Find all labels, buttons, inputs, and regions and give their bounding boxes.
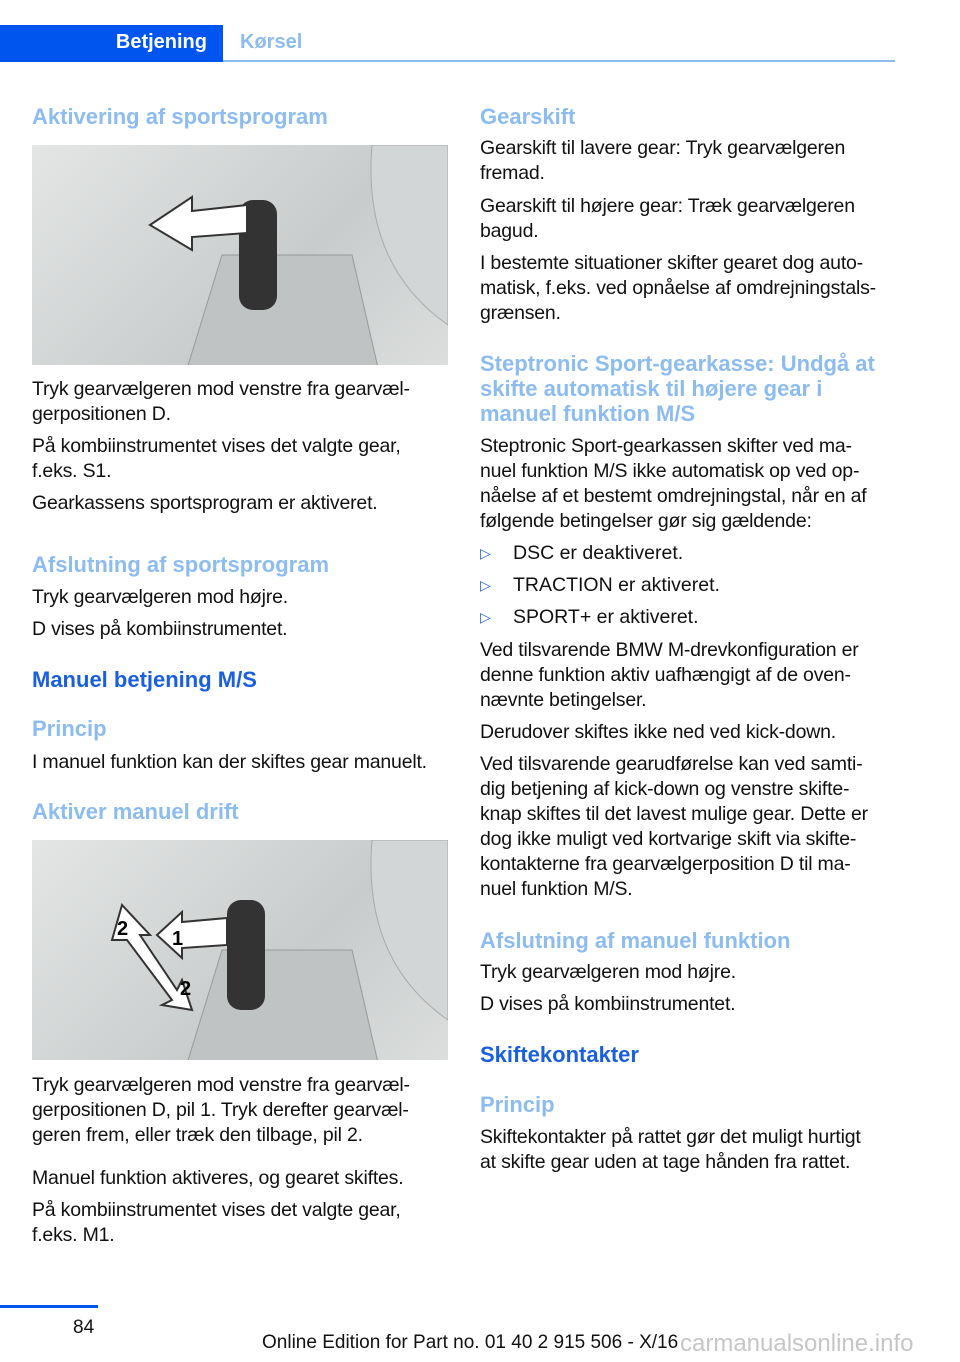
tab-korsel[interactable]: Kørsel (240, 31, 303, 53)
arrow-label: 1 (172, 928, 184, 950)
tab-betjening[interactable]: Betjening (0, 25, 223, 62)
page-number: 84 (73, 1317, 95, 1338)
gear-lever-illustration (32, 840, 448, 1060)
paragraph: Tryk gearvælgeren mod venstre fra gearvæl- gerpositionen D, pil 1. Tryk derefter gearvæl- geren frem, eller træk den tilbage, pil 2. (32, 1074, 410, 1146)
paragraph: Tryk gearvælgeren mod højre. (480, 961, 736, 983)
gear-selector-image-manual (32, 840, 448, 1060)
arrow-label: 2 (117, 918, 129, 940)
paragraph: Tryk gearvælgeren mod venstre fra gearvæl- gerpositionen D. (32, 378, 410, 425)
paragraph: På kombiinstrumentet vises det valgte gear, f.eks. S1. (32, 435, 401, 482)
heading-princip-2: Princip (480, 1092, 555, 1117)
arrow-label: 2 (180, 978, 192, 1000)
heading-skiftekontakter: Skiftekontakter (480, 1042, 639, 1067)
heading-princip: Princip (32, 716, 107, 741)
heading-afslutning-sport: Afslutning af sportsprogram (32, 552, 330, 577)
triangle-bullet-icon: ▷ (480, 577, 491, 593)
paragraph: Ved tilsvarende gearudførelse kan ved samti- dig betjening af kick-down og venstre skifte- knap skiftes til det lavest mulige gear. Dette er dog ikke muligt ved kortvarige skift via skifte- kontakterne fra gearvælgerposition D til ma- nuel funktion M/S. (480, 753, 868, 900)
arrow-left-icon (150, 197, 247, 250)
paragraph: Gearskift til højere gear: Træk gearvælgeren bagud. (480, 195, 855, 242)
triangle-bullet-icon: ▷ (480, 545, 491, 561)
paragraph: D vises på kombiinstrumentet. (32, 618, 288, 640)
gear-selector-image-sport (32, 145, 448, 365)
paragraph: Gearkassens sportsprogram er aktiveret. (32, 492, 378, 514)
gear-lever-illustration (32, 145, 448, 365)
paragraph: Manuel funktion aktiveres, og gearet skiftes. (32, 1167, 404, 1189)
heading-aktivering: Aktivering af sportsprogram (32, 104, 328, 129)
paragraph: Derudover skiftes ikke ned ved kick-down. (480, 721, 836, 743)
heading-afslutning-manuel: Afslutning af manuel funktion (480, 928, 791, 953)
heading-steptronic: Steptronic Sport-gearkasse: Undgå at skifte automatisk til højere gear i manuel funktion M/S (480, 351, 875, 426)
paragraph: Skiftekontakter på rattet gør det muligt hurtigt at skifte gear uden at tage hånden fra rattet. (480, 1126, 861, 1173)
paragraph: Steptronic Sport-gearkassen skifter ved ma- nuel funktion M/S ikke automatisk op ved op- nåelse af et bestemt omdrejningstal, når en af følgende betingelser gør sig gældende: (480, 435, 867, 532)
page-number-rule (0, 1305, 98, 1308)
paragraph: Tryk gearvælgeren mod højre. (32, 586, 288, 608)
watermark: carmanualsonline.info (680, 1330, 914, 1357)
heading-gearskift: Gearskift (480, 104, 576, 129)
paragraph: Ved tilsvarende BMW M-drevkonfiguration er denne funktion aktiv uafhængigt af de oven- nævnte betingelser. (480, 639, 859, 711)
heading-manuel-betjening: Manuel betjening M/S (32, 667, 257, 692)
paragraph: D vises på kombiinstrumentet. (480, 993, 736, 1015)
paragraph: I bestemte situationer skifter gearet dog auto- matisk, f.eks. ved opnåelse af omdrejningstals- grænsen. (480, 252, 876, 324)
edition-footer: Online Edition for Part no. 01 40 2 915 506 - X/16 (262, 1332, 679, 1353)
paragraph: I manuel funktion kan der skiftes gear manuelt. (32, 751, 427, 773)
heading-aktiver-manuel: Aktiver manuel drift (32, 799, 239, 824)
triangle-bullet-icon: ▷ (480, 609, 491, 625)
paragraph: Gearskift til lavere gear: Tryk gearvælgeren fremad. (480, 137, 846, 184)
paragraph: På kombiinstrumentet vises det valgte gear, f.eks. M1. (32, 1199, 401, 1246)
header-divider (223, 60, 895, 62)
arrow-1-icon (157, 912, 227, 958)
